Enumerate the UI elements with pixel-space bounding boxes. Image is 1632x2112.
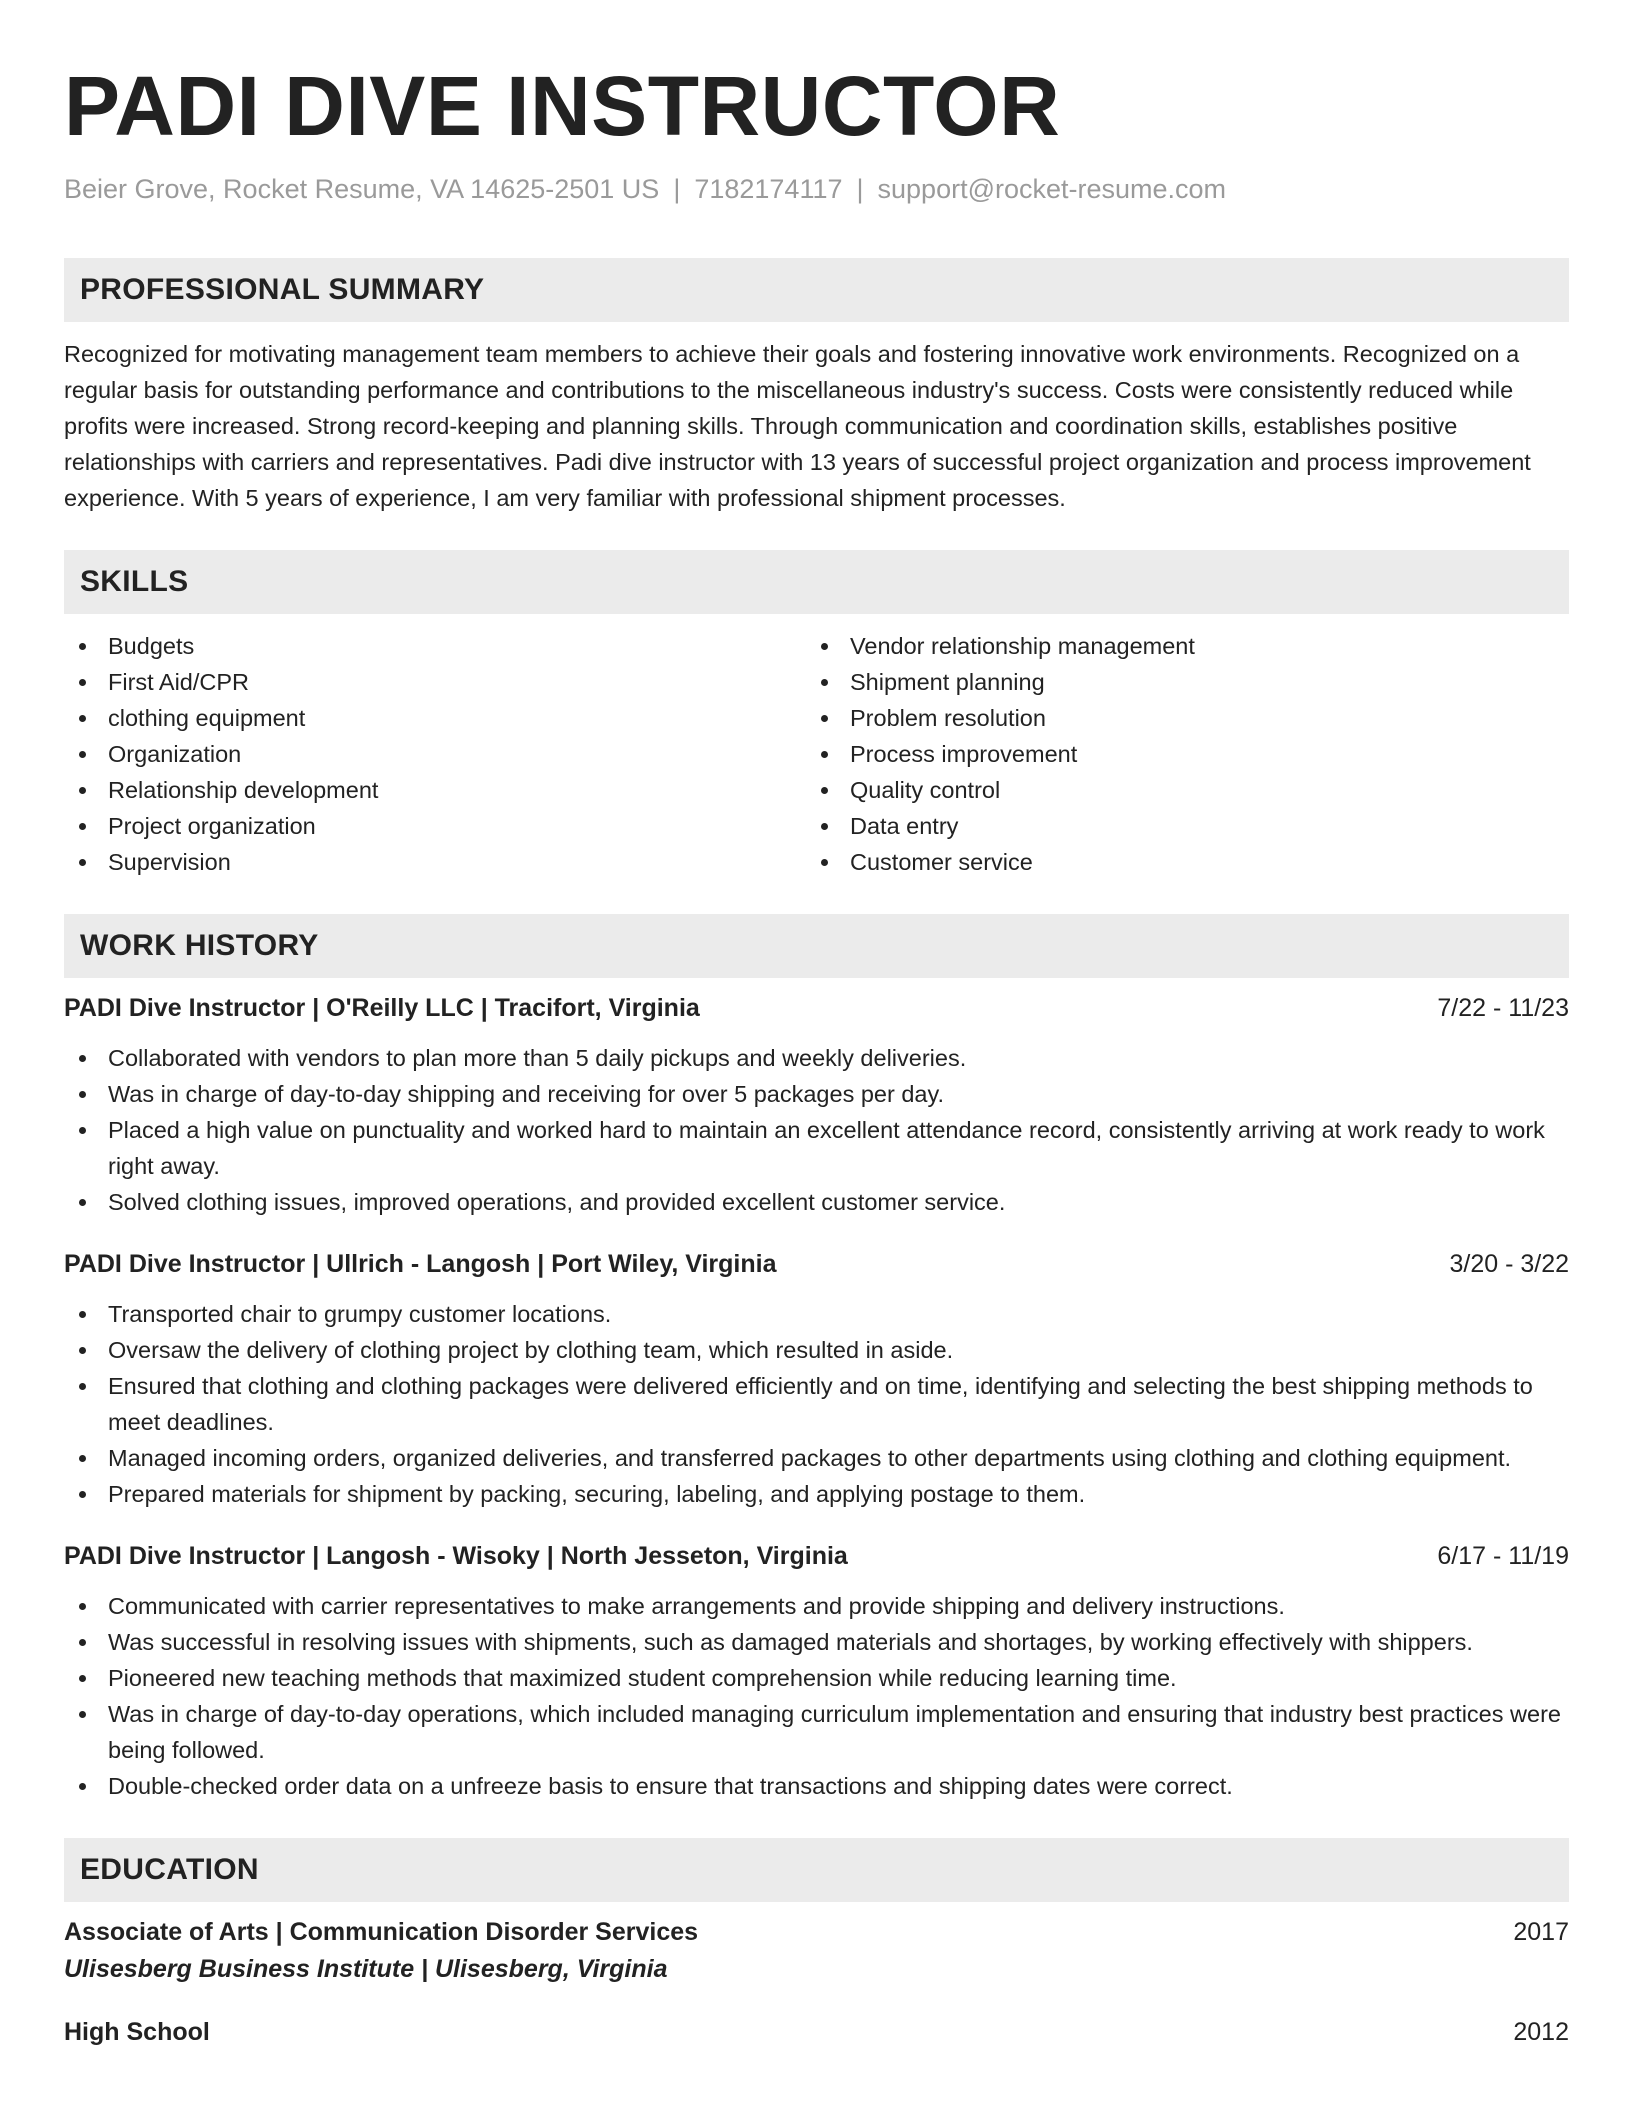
job-bullet: Collaborated with vendors to plan more than 5 daily pickups and weekly deliveries. (64, 1040, 1569, 1076)
skill-item: Quality control (806, 772, 1548, 808)
job-bullet: Was in charge of day-to-day shipping and receiving for over 5 packages per day. (64, 1076, 1569, 1112)
job-bullet: Was successful in resolving issues with shipments, such as damaged materials and shortages, by working effectively with shippers. (64, 1624, 1569, 1660)
education-year: 2017 (1513, 1918, 1569, 1946)
skill-item: Relationship development (64, 772, 806, 808)
job-title: PADI Dive Instructor | O'Reilly LLC | Tracifort, Virginia (64, 994, 700, 1022)
job-bullet: Pioneered new teaching methods that maximized student comprehension while reducing learning time. (64, 1660, 1569, 1696)
job-bullet: Managed incoming orders, organized deliveries, and transferred packages to other departments using clothing and clothing equipment. (64, 1440, 1569, 1476)
job-title: PADI Dive Instructor | Langosh - Wisoky | North Jesseton, Virginia (64, 1542, 848, 1570)
contact-separator: | (856, 174, 864, 204)
skill-item: Organization (64, 736, 806, 772)
skill-item: Customer service (806, 844, 1548, 880)
resume-content (64, 58, 1569, 2050)
job-bullet: Double-checked order data on a unfreeze basis to ensure that transactions and shipping dates were correct. (64, 1768, 1569, 1804)
job-bullet: Communicated with carrier representatives to make arrangements and provide shipping and delivery instructions. (64, 1588, 1569, 1624)
education-list (64, 1914, 1569, 2050)
job-entry (64, 1538, 1569, 1804)
section-heading-work-history: WORK HISTORY (64, 914, 1569, 978)
job-header (64, 1246, 1569, 1282)
job-bullet: Was in charge of day-to-day operations, which included managing curriculum implementation and ensuring that industry best practices were being followed. (64, 1696, 1569, 1768)
work-history-list (64, 990, 1569, 1804)
education-header (64, 2014, 1569, 2050)
job-title: PADI Dive Instructor | Ullrich - Langosh | Port Wiley, Virginia (64, 1250, 777, 1278)
skill-item: Supervision (64, 844, 806, 880)
education-degree: Associate of Arts | Communication Disorder Services (64, 1918, 699, 1946)
contact-separator: | (673, 174, 681, 204)
skill-item: Project organization (64, 808, 806, 844)
summary-text: Recognized for motivating management team members to achieve their goals and fostering innovative work environments. Recognized on a regular basis for outstanding performance and contributions to the miscellaneous industry's success. Costs were consistently reduced while profits were increased. Strong record-keeping and planning skills. Through communication and coordination skills, establishes positive relationships with carriers and representatives. Padi dive instructor with 13 years of successful project organization and process improvement experience. With 5 years of experience, I am very familiar with professional shipment processes. (64, 341, 1531, 511)
job-bullets (64, 1588, 1569, 1804)
job-bullet: Ensured that clothing and clothing packages were delivered efficiently and on time, identifying and selecting the best shipping methods to meet deadlines. (64, 1368, 1569, 1440)
job-entry (64, 990, 1569, 1220)
skill-item: Data entry (806, 808, 1548, 844)
skills-column-right (806, 628, 1548, 880)
skill-item: First Aid/CPR (64, 664, 806, 700)
contact-line (64, 172, 1569, 206)
job-dates: 6/17 - 11/19 (1437, 1542, 1569, 1570)
contact-address: Beier Grove, Rocket Resume, VA 14625-2501 US (64, 174, 660, 204)
section-heading-summary: PROFESSIONAL SUMMARY (64, 258, 1569, 322)
skills-list (64, 628, 1569, 880)
education-entry (64, 1914, 1569, 1988)
education-year: 2012 (1513, 2018, 1569, 2046)
job-bullet: Transported chair to grumpy customer locations. (64, 1296, 1569, 1332)
contact-phone: 7182174117 (694, 174, 843, 204)
job-dates: 3/20 - 3/22 (1449, 1250, 1569, 1278)
skills-column-left (64, 628, 806, 880)
skill-item: clothing equipment (64, 700, 806, 736)
job-dates: 7/22 - 11/23 (1437, 994, 1569, 1022)
education-school: Ulisesberg Business Institute | Ulisesberg, Virginia (64, 1955, 668, 1983)
skill-item: Problem resolution (806, 700, 1548, 736)
skill-item: Vendor relationship management (806, 628, 1548, 664)
skill-item: Budgets (64, 628, 806, 664)
job-bullet: Placed a high value on punctuality and worked hard to maintain an excellent attendance record, consistently arriving at work ready to work right away. (64, 1112, 1569, 1184)
education-degree: High School (64, 2018, 210, 2046)
job-header (64, 1538, 1569, 1574)
job-header (64, 990, 1569, 1026)
job-bullet: Solved clothing issues, improved operations, and provided excellent customer service. (64, 1184, 1569, 1220)
section-heading-education: EDUCATION (64, 1838, 1569, 1902)
job-bullet: Oversaw the delivery of clothing project by clothing team, which resulted in aside. (64, 1332, 1569, 1368)
job-bullets (64, 1040, 1569, 1220)
education-entry (64, 2014, 1569, 2050)
job-bullet: Prepared materials for shipment by packing, securing, labeling, and applying postage to them. (64, 1476, 1569, 1512)
education-header (64, 1914, 1569, 1950)
candidate-name: PADI DIVE INSTRUCTOR (64, 59, 1061, 153)
job-bullets (64, 1296, 1569, 1512)
skill-item: Process improvement (806, 736, 1548, 772)
skill-item: Shipment planning (806, 664, 1548, 700)
section-heading-skills: SKILLS (64, 550, 1569, 614)
job-entry (64, 1246, 1569, 1512)
contact-email: support@rocket-resume.com (877, 174, 1227, 204)
